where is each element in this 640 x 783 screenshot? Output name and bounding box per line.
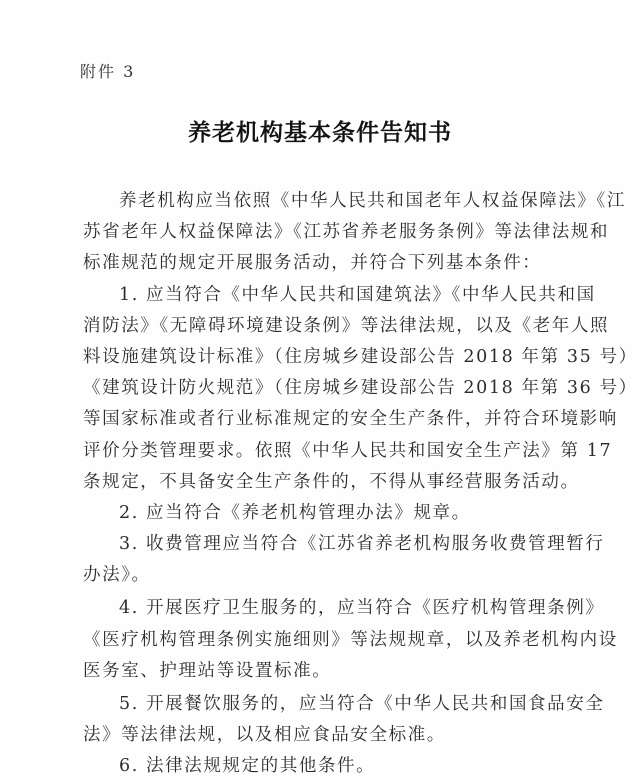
attachment-label: 附件 3 [80, 62, 136, 81]
document-body [83, 186, 638, 783]
text-line: 法》等法律法规，以及相应食品安全标准。 [83, 725, 446, 746]
text-line: 苏省老年人权益保障法》《江苏省养老服务条例》等法律法规和 [83, 222, 610, 243]
text-line: 等国家标准或者行业标准规定的安全生产条件，并符合环境影响 [83, 409, 618, 430]
text-line: 养老机构应当依照《中华人民共和国老年人权益保障法》《江 [119, 191, 626, 211]
paragraph-item-6 [83, 751, 563, 782]
text-line: 4. 开展医疗卫生服务的，应当符合《医疗机构管理条例》 [119, 598, 605, 619]
text-line: 料设施建筑设计标准》（住房城乡建设部公告 2018 年第 35 号） [83, 346, 638, 367]
paragraph-item-4 [83, 593, 618, 687]
text-line: 《医疗机构管理条例实施细则》等法规规章，以及养老机构内设 [83, 629, 618, 650]
text-line: 1. 应当符合《中华人民共和国建筑法》《中华人民共和国 [119, 284, 596, 305]
text-line: 6. 法律法规规定的其他条件。 [119, 756, 376, 777]
paragraph-item-2 [83, 498, 563, 529]
text-line: 医务室、护理站等设置标准。 [83, 660, 332, 681]
paragraph-item-1 [83, 280, 638, 498]
paragraph-item-5 [83, 689, 605, 751]
document-title: 养老机构基本条件告知书 [188, 119, 452, 146]
text-line: 评价分类管理要求。依照《中华人民共和国安全生产法》第 17 [83, 440, 613, 461]
text-line: 5. 开展餐饮服务的，应当符合《中华人民共和国食品安全 [119, 694, 605, 714]
text-line: 条规定，不具备安全生产条件的，不得从事经营服务活动。 [83, 471, 580, 492]
paragraph-item-3 [83, 529, 605, 591]
text-line: 消防法》《无障碍环境建设条例》等法律法规，以及《老年人照 [83, 315, 610, 336]
text-line: 2. 应当符合《养老机构管理办法》规章。 [119, 502, 471, 523]
text-line: 标准规范的规定开展服务活动，并符合下列基本条件： [83, 253, 542, 274]
text-line: 办法》。 [83, 565, 151, 586]
paragraph-intro [83, 186, 626, 280]
text-line: 3. 收费管理应当符合《江苏省养老机构服务收费管理暂行 [119, 534, 605, 555]
text-line: 《建筑设计防火规范》（住房城乡建设部公告 2018 年第 36 号） [83, 378, 638, 399]
